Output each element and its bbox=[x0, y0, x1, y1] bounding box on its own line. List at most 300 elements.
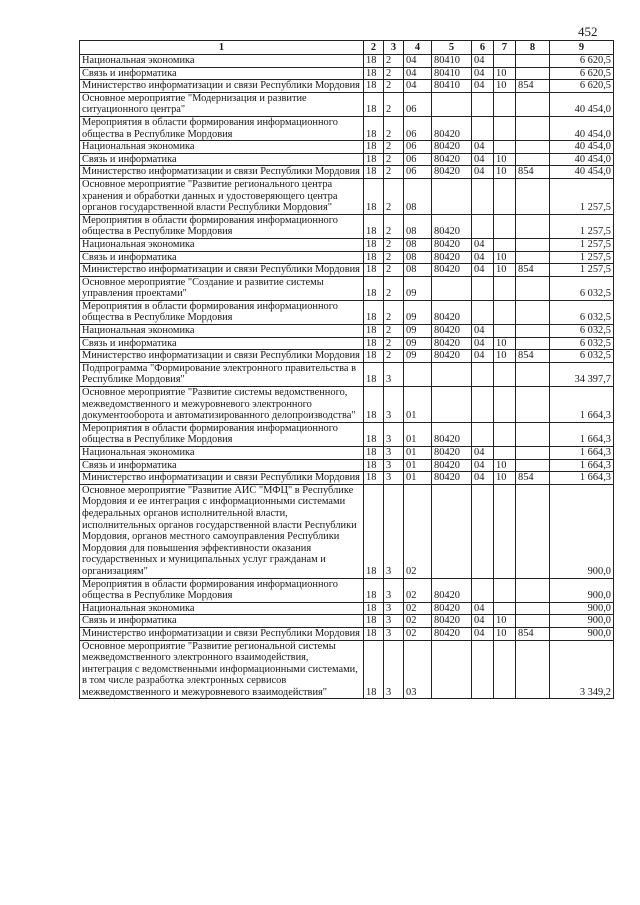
section-code-cell: 18 bbox=[364, 602, 384, 615]
section-code-cell: 18 bbox=[364, 472, 384, 485]
chapter-code-cell: 04 bbox=[472, 602, 494, 615]
expense-type-code-cell bbox=[516, 178, 550, 214]
expense-type-code-cell bbox=[516, 615, 550, 628]
expense-type-code-cell bbox=[516, 422, 550, 446]
subprogram-code-cell: 2 bbox=[384, 116, 404, 140]
table-row bbox=[80, 178, 614, 214]
section-code-cell: 18 bbox=[364, 300, 384, 324]
subsection-code-cell bbox=[494, 214, 516, 238]
subsection-code-cell bbox=[494, 116, 516, 140]
event-code-cell: 02 bbox=[404, 615, 432, 628]
table-row bbox=[80, 387, 614, 423]
chapter-code-cell bbox=[472, 484, 494, 578]
table-row bbox=[80, 615, 614, 628]
table-row bbox=[80, 362, 614, 386]
chapter-code-cell: 04 bbox=[472, 238, 494, 251]
event-code-cell: 09 bbox=[404, 300, 432, 324]
amount-cell: 6 032,5 bbox=[550, 300, 614, 324]
section-code-cell: 18 bbox=[364, 264, 384, 277]
subprogram-code-cell: 3 bbox=[384, 615, 404, 628]
row-name-cell: Национальная экономика bbox=[80, 602, 364, 615]
subprogram-code-cell: 2 bbox=[384, 153, 404, 166]
section-code-cell: 18 bbox=[364, 627, 384, 640]
expense-type-code-cell bbox=[516, 602, 550, 615]
column-header: 5 bbox=[432, 41, 472, 55]
subsection-code-cell bbox=[494, 447, 516, 460]
expense-type-code-cell bbox=[516, 141, 550, 154]
subsection-code-cell bbox=[494, 602, 516, 615]
column-header: 4 bbox=[404, 41, 432, 55]
chapter-code-cell bbox=[472, 214, 494, 238]
row-name-cell: Основное мероприятие "Развитие системы ведомственного, межведомственного и межуровневого электронного документооборота и автоматизированного делопроизводства" bbox=[80, 387, 364, 423]
table-row bbox=[80, 602, 614, 615]
subsection-code-cell bbox=[494, 141, 516, 154]
direction-code-cell: 80420 bbox=[432, 459, 472, 472]
section-code-cell: 18 bbox=[364, 640, 384, 699]
subprogram-code-cell: 3 bbox=[384, 484, 404, 578]
expense-type-code-cell bbox=[516, 238, 550, 251]
direction-code-cell: 80420 bbox=[432, 422, 472, 446]
section-code-cell: 18 bbox=[364, 578, 384, 602]
direction-code-cell: 80410 bbox=[432, 80, 472, 93]
event-code-cell: 06 bbox=[404, 116, 432, 140]
direction-code-cell: 80420 bbox=[432, 300, 472, 324]
amount-cell: 1 257,5 bbox=[550, 238, 614, 251]
chapter-code-cell: 04 bbox=[472, 350, 494, 363]
direction-code-cell bbox=[432, 387, 472, 423]
column-header: 7 bbox=[494, 41, 516, 55]
subsection-code-cell bbox=[494, 422, 516, 446]
chapter-code-cell bbox=[472, 300, 494, 324]
direction-code-cell: 80420 bbox=[432, 153, 472, 166]
expense-type-code-cell bbox=[516, 67, 550, 80]
subsection-code-cell: 10 bbox=[494, 264, 516, 277]
section-code-cell: 18 bbox=[364, 251, 384, 264]
row-name-cell: Связь и информатика bbox=[80, 67, 364, 80]
column-header: 9 bbox=[550, 41, 614, 55]
row-name-cell: Основное мероприятие "Развитие регионального центра хранения и обработки данных и удостоверяющего центра органов государственной власти Республики Мордовия" bbox=[80, 178, 364, 214]
section-code-cell: 18 bbox=[364, 238, 384, 251]
subsection-code-cell bbox=[494, 578, 516, 602]
event-code-cell: 08 bbox=[404, 264, 432, 277]
event-code-cell: 08 bbox=[404, 214, 432, 238]
event-code-cell: 09 bbox=[404, 325, 432, 338]
amount-cell: 40 454,0 bbox=[550, 92, 614, 116]
subprogram-code-cell: 2 bbox=[384, 80, 404, 93]
subsection-code-cell: 10 bbox=[494, 459, 516, 472]
subprogram-code-cell: 2 bbox=[384, 141, 404, 154]
chapter-code-cell: 04 bbox=[472, 447, 494, 460]
section-code-cell: 18 bbox=[364, 67, 384, 80]
direction-code-cell bbox=[432, 484, 472, 578]
amount-cell: 1 257,5 bbox=[550, 214, 614, 238]
chapter-code-cell bbox=[472, 178, 494, 214]
row-name-cell: Национальная экономика bbox=[80, 55, 364, 68]
direction-code-cell: 80420 bbox=[432, 214, 472, 238]
section-code-cell: 18 bbox=[364, 615, 384, 628]
chapter-code-cell bbox=[472, 276, 494, 300]
amount-cell: 1 257,5 bbox=[550, 178, 614, 214]
table-row bbox=[80, 578, 614, 602]
chapter-code-cell: 04 bbox=[472, 55, 494, 68]
expense-type-code-cell bbox=[516, 214, 550, 238]
subsection-code-cell bbox=[494, 325, 516, 338]
subprogram-code-cell: 3 bbox=[384, 459, 404, 472]
amount-cell: 6 032,5 bbox=[550, 276, 614, 300]
subsection-code-cell bbox=[494, 640, 516, 699]
amount-cell: 1 664,3 bbox=[550, 447, 614, 460]
direction-code-cell: 80420 bbox=[432, 447, 472, 460]
expense-type-code-cell: 854 bbox=[516, 627, 550, 640]
section-code-cell: 18 bbox=[364, 116, 384, 140]
row-name-cell: Основное мероприятие "Развитие региональной системы межведомственного электронного взаимодействия, интеграция с ведомственными информационными системами, в том числе разработка электронных сервисов межведомственного и межуровневого взаимодействия" bbox=[80, 640, 364, 699]
expense-type-code-cell bbox=[516, 276, 550, 300]
subprogram-code-cell: 2 bbox=[384, 92, 404, 116]
expense-type-code-cell: 854 bbox=[516, 472, 550, 485]
event-code-cell: 08 bbox=[404, 238, 432, 251]
table-row bbox=[80, 447, 614, 460]
section-code-cell: 18 bbox=[364, 166, 384, 179]
chapter-code-cell: 04 bbox=[472, 153, 494, 166]
subprogram-code-cell: 3 bbox=[384, 447, 404, 460]
subsection-code-cell: 10 bbox=[494, 350, 516, 363]
amount-cell: 40 454,0 bbox=[550, 166, 614, 179]
expense-type-code-cell bbox=[516, 251, 550, 264]
event-code-cell: 06 bbox=[404, 166, 432, 179]
expense-type-code-cell bbox=[516, 484, 550, 578]
table-header-row bbox=[80, 41, 614, 55]
chapter-code-cell: 04 bbox=[472, 459, 494, 472]
amount-cell: 1 664,3 bbox=[550, 422, 614, 446]
row-name-cell: Связь и информатика bbox=[80, 615, 364, 628]
amount-cell: 1 664,3 bbox=[550, 387, 614, 423]
subsection-code-cell: 10 bbox=[494, 472, 516, 485]
table-row bbox=[80, 472, 614, 485]
event-code-cell: 04 bbox=[404, 55, 432, 68]
event-code-cell: 09 bbox=[404, 350, 432, 363]
direction-code-cell: 80420 bbox=[432, 238, 472, 251]
direction-code-cell: 80420 bbox=[432, 602, 472, 615]
section-code-cell: 18 bbox=[364, 214, 384, 238]
expense-type-code-cell: 854 bbox=[516, 264, 550, 277]
chapter-code-cell bbox=[472, 387, 494, 423]
table-row bbox=[80, 55, 614, 68]
direction-code-cell bbox=[432, 640, 472, 699]
direction-code-cell: 80420 bbox=[432, 116, 472, 140]
subsection-code-cell: 10 bbox=[494, 80, 516, 93]
amount-cell: 40 454,0 bbox=[550, 141, 614, 154]
section-code-cell: 18 bbox=[364, 80, 384, 93]
event-code-cell: 03 bbox=[404, 640, 432, 699]
table-row bbox=[80, 337, 614, 350]
amount-cell: 6 032,5 bbox=[550, 350, 614, 363]
direction-code-cell: 80420 bbox=[432, 578, 472, 602]
direction-code-cell: 80420 bbox=[432, 615, 472, 628]
row-name-cell: Национальная экономика bbox=[80, 238, 364, 251]
subprogram-code-cell: 2 bbox=[384, 300, 404, 324]
expense-type-code-cell bbox=[516, 300, 550, 324]
amount-cell: 3 349,2 bbox=[550, 640, 614, 699]
row-name-cell: Министерство информатизации и связи Республики Мордовия bbox=[80, 627, 364, 640]
row-name-cell: Основное мероприятие "Создание и развитие системы управления проектами" bbox=[80, 276, 364, 300]
amount-cell: 6 620,5 bbox=[550, 80, 614, 93]
column-header: 2 bbox=[364, 41, 384, 55]
table-row bbox=[80, 325, 614, 338]
event-code-cell: 02 bbox=[404, 484, 432, 578]
expense-type-code-cell bbox=[516, 92, 550, 116]
subprogram-code-cell: 3 bbox=[384, 472, 404, 485]
direction-code-cell: 80420 bbox=[432, 350, 472, 363]
subprogram-code-cell: 2 bbox=[384, 350, 404, 363]
subprogram-code-cell: 3 bbox=[384, 640, 404, 699]
subprogram-code-cell: 2 bbox=[384, 55, 404, 68]
table-row bbox=[80, 92, 614, 116]
subsection-code-cell bbox=[494, 55, 516, 68]
subprogram-code-cell: 2 bbox=[384, 214, 404, 238]
table-row bbox=[80, 251, 614, 264]
table-row bbox=[80, 276, 614, 300]
event-code-cell: 08 bbox=[404, 251, 432, 264]
subprogram-code-cell: 2 bbox=[384, 178, 404, 214]
chapter-code-cell bbox=[472, 362, 494, 386]
expense-type-code-cell bbox=[516, 578, 550, 602]
section-code-cell: 18 bbox=[364, 178, 384, 214]
section-code-cell: 18 bbox=[364, 447, 384, 460]
event-code-cell: 02 bbox=[404, 578, 432, 602]
chapter-code-cell: 04 bbox=[472, 325, 494, 338]
subprogram-code-cell: 3 bbox=[384, 627, 404, 640]
row-name-cell: Основное мероприятие "Развитие АИС "МФЦ" в Республике Мордовия и ее интеграция с информационными системами федеральных органов исполнительной власти, исполнительных органов государственной власти Республики Мордовия, органов местного самоуправления Республики Мордовия для повышения эффективности оказания государственных и муниципальных услуг гражданам и организациям" bbox=[80, 484, 364, 578]
column-header: 3 bbox=[384, 41, 404, 55]
event-code-cell: 01 bbox=[404, 472, 432, 485]
event-code-cell: 09 bbox=[404, 337, 432, 350]
direction-code-cell: 80420 bbox=[432, 166, 472, 179]
table-row bbox=[80, 350, 614, 363]
amount-cell: 1 257,5 bbox=[550, 251, 614, 264]
section-code-cell: 18 bbox=[364, 92, 384, 116]
section-code-cell: 18 bbox=[364, 350, 384, 363]
table-row bbox=[80, 153, 614, 166]
expense-type-code-cell bbox=[516, 55, 550, 68]
direction-code-cell: 80420 bbox=[432, 264, 472, 277]
direction-code-cell: 80420 bbox=[432, 141, 472, 154]
direction-code-cell: 80420 bbox=[432, 337, 472, 350]
expense-type-code-cell: 854 bbox=[516, 80, 550, 93]
expense-type-code-cell bbox=[516, 337, 550, 350]
expense-type-code-cell bbox=[516, 325, 550, 338]
amount-cell: 6 620,5 bbox=[550, 55, 614, 68]
direction-code-cell: 80410 bbox=[432, 67, 472, 80]
table-row bbox=[80, 300, 614, 324]
table-row bbox=[80, 67, 614, 80]
subprogram-code-cell: 2 bbox=[384, 166, 404, 179]
direction-code-cell bbox=[432, 178, 472, 214]
subsection-code-cell bbox=[494, 300, 516, 324]
direction-code-cell: 80410 bbox=[432, 55, 472, 68]
expense-type-code-cell bbox=[516, 387, 550, 423]
row-name-cell: Министерство информатизации и связи Республики Мордовия bbox=[80, 80, 364, 93]
chapter-code-cell: 04 bbox=[472, 80, 494, 93]
subprogram-code-cell: 2 bbox=[384, 337, 404, 350]
row-name-cell: Связь и информатика bbox=[80, 337, 364, 350]
section-code-cell: 18 bbox=[364, 362, 384, 386]
event-code-cell: 09 bbox=[404, 276, 432, 300]
row-name-cell: Связь и информатика bbox=[80, 153, 364, 166]
chapter-code-cell: 04 bbox=[472, 67, 494, 80]
event-code-cell: 01 bbox=[404, 459, 432, 472]
chapter-code-cell bbox=[472, 116, 494, 140]
table-row bbox=[80, 166, 614, 179]
subsection-code-cell: 10 bbox=[494, 251, 516, 264]
amount-cell: 40 454,0 bbox=[550, 153, 614, 166]
amount-cell: 1 664,3 bbox=[550, 472, 614, 485]
row-name-cell: Национальная экономика bbox=[80, 447, 364, 460]
subsection-code-cell: 10 bbox=[494, 153, 516, 166]
event-code-cell: 04 bbox=[404, 67, 432, 80]
row-name-cell: Мероприятия в области формирования информационного общества в Республике Мордовия bbox=[80, 116, 364, 140]
row-name-cell: Основное мероприятие "Модернизация и развитие ситуационного центра" bbox=[80, 92, 364, 116]
subsection-code-cell bbox=[494, 276, 516, 300]
row-name-cell: Национальная экономика bbox=[80, 325, 364, 338]
expense-type-code-cell bbox=[516, 362, 550, 386]
subprogram-code-cell: 3 bbox=[384, 578, 404, 602]
row-name-cell: Национальная экономика bbox=[80, 141, 364, 154]
chapter-code-cell bbox=[472, 422, 494, 446]
section-code-cell: 18 bbox=[364, 325, 384, 338]
event-code-cell: 06 bbox=[404, 92, 432, 116]
section-code-cell: 18 bbox=[364, 55, 384, 68]
subsection-code-cell: 10 bbox=[494, 166, 516, 179]
event-code-cell: 02 bbox=[404, 627, 432, 640]
row-name-cell: Министерство информатизации и связи Республики Мордовия bbox=[80, 264, 364, 277]
subsection-code-cell: 10 bbox=[494, 337, 516, 350]
chapter-code-cell: 04 bbox=[472, 264, 494, 277]
expense-type-code-cell bbox=[516, 447, 550, 460]
expense-type-code-cell bbox=[516, 116, 550, 140]
subsection-code-cell bbox=[494, 92, 516, 116]
subprogram-code-cell: 2 bbox=[384, 264, 404, 277]
row-name-cell: Мероприятия в области формирования информационного общества в Республике Мордовия bbox=[80, 300, 364, 324]
direction-code-cell: 80420 bbox=[432, 472, 472, 485]
amount-cell: 900,0 bbox=[550, 627, 614, 640]
row-name-cell: Подпрограмма "Формирование электронного правительства в Республике Мордовия" bbox=[80, 362, 364, 386]
table-row bbox=[80, 238, 614, 251]
subsection-code-cell bbox=[494, 484, 516, 578]
section-code-cell: 18 bbox=[364, 387, 384, 423]
chapter-code-cell: 04 bbox=[472, 166, 494, 179]
section-code-cell: 18 bbox=[364, 484, 384, 578]
chapter-code-cell: 04 bbox=[472, 141, 494, 154]
table-row bbox=[80, 116, 614, 140]
table-row bbox=[80, 80, 614, 93]
event-code-cell bbox=[404, 362, 432, 386]
direction-code-cell: 80420 bbox=[432, 627, 472, 640]
section-code-cell: 18 bbox=[364, 141, 384, 154]
table-row bbox=[80, 214, 614, 238]
subprogram-code-cell: 3 bbox=[384, 362, 404, 386]
table-row bbox=[80, 484, 614, 578]
subsection-code-cell: 10 bbox=[494, 67, 516, 80]
table-row bbox=[80, 640, 614, 699]
table-row bbox=[80, 264, 614, 277]
event-code-cell: 04 bbox=[404, 80, 432, 93]
direction-code-cell bbox=[432, 92, 472, 116]
row-name-cell: Мероприятия в области формирования информационного общества в Республике Мордовия bbox=[80, 422, 364, 446]
event-code-cell: 01 bbox=[404, 387, 432, 423]
amount-cell: 1 664,3 bbox=[550, 459, 614, 472]
expense-type-code-cell bbox=[516, 153, 550, 166]
page-number: 452 bbox=[578, 24, 598, 39]
amount-cell: 900,0 bbox=[550, 578, 614, 602]
section-code-cell: 18 bbox=[364, 153, 384, 166]
expense-type-code-cell: 854 bbox=[516, 166, 550, 179]
row-name-cell: Министерство информатизации и связи Республики Мордовия bbox=[80, 472, 364, 485]
section-code-cell: 18 bbox=[364, 422, 384, 446]
amount-cell: 900,0 bbox=[550, 602, 614, 615]
subsection-code-cell bbox=[494, 387, 516, 423]
chapter-code-cell bbox=[472, 578, 494, 602]
amount-cell: 6 620,5 bbox=[550, 67, 614, 80]
chapter-code-cell: 04 bbox=[472, 337, 494, 350]
row-name-cell: Связь и информатика bbox=[80, 251, 364, 264]
subprogram-code-cell: 3 bbox=[384, 422, 404, 446]
amount-cell: 900,0 bbox=[550, 484, 614, 578]
chapter-code-cell bbox=[472, 92, 494, 116]
event-code-cell: 01 bbox=[404, 422, 432, 446]
event-code-cell: 01 bbox=[404, 447, 432, 460]
amount-cell: 900,0 bbox=[550, 615, 614, 628]
expense-type-code-cell bbox=[516, 459, 550, 472]
chapter-code-cell: 04 bbox=[472, 472, 494, 485]
amount-cell: 6 032,5 bbox=[550, 337, 614, 350]
direction-code-cell bbox=[432, 276, 472, 300]
row-name-cell: Мероприятия в области формирования информационного общества в Республике Мордовия bbox=[80, 214, 364, 238]
direction-code-cell: 80420 bbox=[432, 325, 472, 338]
subprogram-code-cell: 2 bbox=[384, 325, 404, 338]
amount-cell: 1 257,5 bbox=[550, 264, 614, 277]
subsection-code-cell: 10 bbox=[494, 615, 516, 628]
subprogram-code-cell: 2 bbox=[384, 238, 404, 251]
subsection-code-cell: 10 bbox=[494, 627, 516, 640]
subprogram-code-cell: 3 bbox=[384, 387, 404, 423]
subprogram-code-cell: 2 bbox=[384, 276, 404, 300]
amount-cell: 34 397,7 bbox=[550, 362, 614, 386]
chapter-code-cell: 04 bbox=[472, 615, 494, 628]
row-name-cell: Министерство информатизации и связи Республики Мордовия bbox=[80, 166, 364, 179]
budget-table bbox=[79, 40, 614, 699]
column-header: 1 bbox=[80, 41, 364, 55]
event-code-cell: 02 bbox=[404, 602, 432, 615]
chapter-code-cell: 04 bbox=[472, 627, 494, 640]
section-code-cell: 18 bbox=[364, 459, 384, 472]
table-body bbox=[80, 55, 614, 699]
row-name-cell: Связь и информатика bbox=[80, 459, 364, 472]
table-row bbox=[80, 141, 614, 154]
section-code-cell: 18 bbox=[364, 337, 384, 350]
table-row bbox=[80, 422, 614, 446]
subsection-code-cell bbox=[494, 178, 516, 214]
row-name-cell: Мероприятия в области формирования информационного общества в Республике Мордовия bbox=[80, 578, 364, 602]
row-name-cell: Министерство информатизации и связи Республики Мордовия bbox=[80, 350, 364, 363]
table-row bbox=[80, 627, 614, 640]
event-code-cell: 06 bbox=[404, 153, 432, 166]
section-code-cell: 18 bbox=[364, 276, 384, 300]
amount-cell: 6 032,5 bbox=[550, 325, 614, 338]
direction-code-cell: 80420 bbox=[432, 251, 472, 264]
subprogram-code-cell: 2 bbox=[384, 67, 404, 80]
chapter-code-cell bbox=[472, 640, 494, 699]
expense-type-code-cell bbox=[516, 640, 550, 699]
